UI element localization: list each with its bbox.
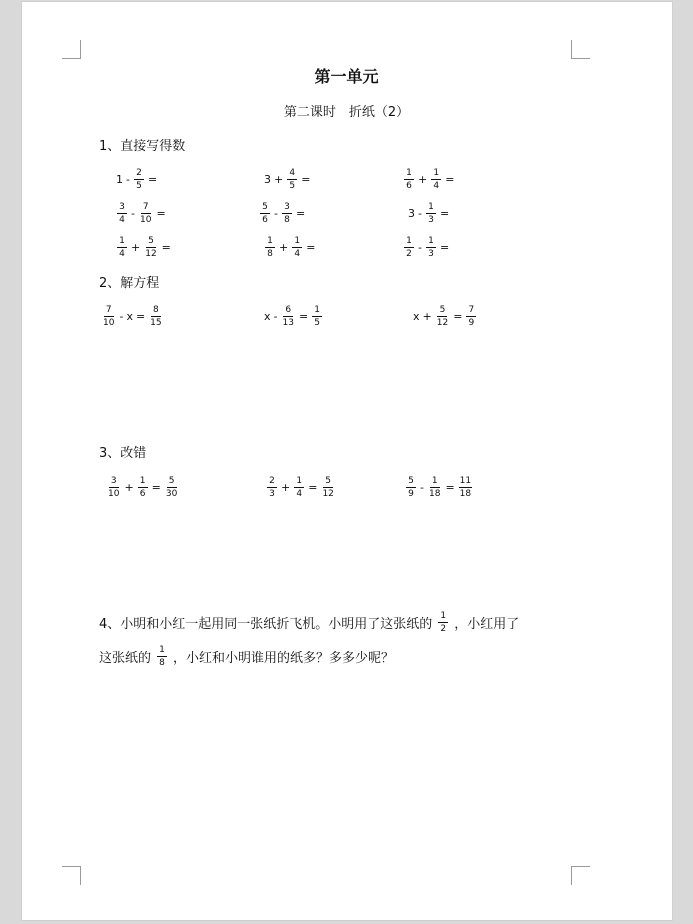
fraction-numerator: 2: [267, 476, 277, 488]
fraction-denominator: 10: [139, 214, 152, 225]
operator: =: [298, 309, 309, 323]
fraction-denominator: 30: [165, 488, 178, 499]
fraction-numerator: 5: [406, 476, 416, 488]
fraction-numerator: 3: [282, 202, 292, 214]
fraction-denominator: 5: [289, 180, 296, 191]
s1-expr-3: [403, 162, 457, 196]
fraction: [404, 236, 414, 259]
fraction-denominator: 15: [150, 317, 162, 328]
word-problem-line-2: [99, 641, 394, 671]
operator: =: [306, 240, 316, 254]
fraction: [404, 168, 414, 191]
operator: +: [124, 480, 134, 494]
fraction-denominator: 6: [262, 214, 268, 225]
fraction: [267, 476, 277, 499]
word-problem-text-2: 这张纸的: [99, 650, 152, 666]
fraction: [287, 168, 297, 191]
fraction-denominator: 3: [428, 214, 434, 225]
operator: =: [147, 172, 158, 186]
page-title: 第一单元: [314, 67, 379, 86]
operator: =: [439, 206, 450, 220]
fraction-denominator: 13: [282, 317, 294, 328]
fraction-numerator: 1: [138, 476, 148, 488]
term: 3: [408, 206, 415, 220]
s1-expr-4: [116, 196, 169, 230]
s1-expr-1: [116, 162, 160, 196]
fraction: [431, 168, 441, 191]
fraction-numerator: 1: [294, 476, 304, 488]
operator: -: [131, 206, 135, 220]
fraction-numerator: 1: [430, 476, 440, 488]
fraction-denominator: 4: [294, 248, 301, 259]
operator: +: [422, 309, 432, 323]
fraction-denominator: 12: [436, 317, 449, 328]
fraction-numerator: 7: [466, 305, 476, 317]
fraction-denominator: 9: [408, 488, 414, 499]
section2-heading: 2、解方程: [99, 276, 160, 291]
operator: +: [279, 240, 289, 254]
fraction-numerator: 1: [404, 168, 414, 180]
corner-mark-top-right: [571, 40, 590, 59]
s1-expr-7: [116, 230, 174, 264]
fraction-numerator: 5: [437, 305, 447, 317]
fraction: [144, 236, 157, 259]
operator: +: [418, 172, 428, 186]
fraction-denominator: 12: [145, 248, 157, 259]
s2-equation-2: [264, 299, 323, 333]
fraction-numerator: 5: [260, 202, 270, 214]
fraction: [321, 476, 334, 499]
word-problem-line-1: [99, 607, 519, 637]
s1-expr-6: [408, 196, 452, 230]
s1-expr-8: [264, 230, 318, 264]
fraction-denominator: 4: [296, 488, 303, 499]
fraction: [438, 611, 448, 634]
term: 1: [116, 172, 123, 186]
fraction-numerator: 4: [287, 168, 297, 180]
fraction-denominator: 6: [406, 180, 412, 191]
fraction-numerator: 3: [117, 202, 127, 214]
operator: =: [445, 172, 455, 186]
operator: =: [301, 172, 311, 186]
fraction-numerator: 1: [426, 236, 436, 248]
fraction-denominator: 10: [108, 488, 120, 499]
term: x: [126, 309, 133, 323]
fraction-numerator: 11: [459, 475, 472, 486]
fraction-numerator: 1: [438, 611, 448, 623]
fraction: [265, 236, 275, 259]
fraction-denominator: 2: [440, 623, 447, 634]
corner-mark-bottom-left: [62, 866, 81, 885]
fraction-denominator: 2: [406, 248, 412, 259]
fraction-numerator: 1: [157, 645, 167, 657]
fraction: [406, 476, 416, 499]
fraction-denominator: 3: [269, 488, 275, 499]
fraction: [134, 168, 144, 191]
fraction-numerator: 5: [323, 476, 333, 488]
page-subtitle: 第二课时 折纸（2）: [283, 105, 410, 120]
fraction: [466, 305, 476, 328]
fraction: [260, 202, 270, 225]
operator: =: [295, 206, 306, 220]
fraction-numerator: 1: [312, 305, 322, 317]
fraction: [459, 476, 472, 499]
fraction-denominator: 9: [468, 317, 475, 328]
fraction: [428, 476, 441, 499]
operator: -: [126, 172, 130, 186]
fraction-denominator: 10: [103, 317, 115, 328]
fraction: [117, 202, 127, 225]
s2-equation-3: [413, 299, 477, 333]
operator: =: [445, 480, 455, 494]
fraction-numerator: 7: [104, 305, 114, 317]
fraction: [138, 476, 148, 499]
operator: =: [156, 206, 166, 220]
operator: +: [281, 480, 291, 494]
fraction-denominator: 5: [136, 180, 142, 191]
fraction: [107, 476, 120, 499]
operator: -: [418, 240, 422, 254]
fraction-denominator: 8: [267, 248, 273, 259]
operator: =: [135, 309, 146, 323]
s1-expr-9: [403, 230, 452, 264]
fraction-denominator: 4: [433, 180, 440, 191]
fraction-denominator: 4: [119, 214, 125, 225]
fraction: [294, 476, 304, 499]
operator: -: [273, 309, 278, 323]
fraction-denominator: 12: [322, 488, 334, 499]
operator: -: [274, 206, 278, 220]
fraction-numerator: 7: [141, 202, 151, 214]
operator: -: [420, 480, 424, 494]
fraction-numerator: 1: [426, 202, 436, 214]
fraction: [117, 236, 127, 259]
fraction-numerator: 1: [265, 236, 275, 248]
operator: +: [131, 240, 141, 254]
operator: =: [308, 480, 318, 494]
term: x: [264, 309, 271, 323]
fraction-numerator: 5: [167, 476, 177, 488]
fraction: [157, 645, 167, 668]
fraction-denominator: 18: [459, 488, 472, 499]
fraction-numerator: 3: [109, 476, 119, 488]
word-problem-text-1-tail: ，小红用了: [454, 616, 520, 632]
s3-item-3: [405, 470, 473, 504]
fraction: [149, 305, 162, 328]
word-problem-text-1: 4、小明和小红一起用同一张纸折飞机。小明用了这张纸的: [99, 616, 433, 632]
operator: =: [151, 480, 161, 494]
fraction: [102, 305, 115, 328]
fraction: [139, 202, 152, 225]
operator: +: [274, 172, 284, 186]
operator: =: [453, 309, 463, 323]
operator: -: [119, 309, 124, 323]
term: 3: [264, 172, 271, 186]
fraction: [312, 305, 322, 328]
fraction-denominator: 4: [119, 248, 125, 259]
fraction: [426, 236, 436, 259]
fraction-denominator: 3: [428, 248, 434, 259]
fraction-numerator: 1: [117, 236, 127, 248]
corner-mark-top-left: [62, 40, 81, 59]
fraction: [426, 202, 436, 225]
operator: =: [439, 240, 450, 254]
fraction: [282, 305, 295, 328]
fraction-numerator: 6: [283, 305, 293, 317]
fraction-denominator: 18: [428, 488, 441, 499]
fraction: [282, 202, 292, 225]
fraction: [292, 236, 302, 259]
fraction: [165, 476, 178, 499]
operator: =: [161, 240, 171, 254]
fraction-numerator: 1: [431, 168, 441, 180]
fraction-numerator: 8: [151, 305, 161, 317]
corner-mark-bottom-right: [571, 866, 590, 885]
fraction-denominator: 5: [314, 317, 321, 328]
fraction-numerator: 2: [134, 168, 144, 180]
section1-heading: 1、直接写得数: [99, 139, 186, 154]
fraction-numerator: 5: [146, 236, 156, 248]
s1-expr-5: [259, 196, 308, 230]
section3-heading: 3、改错: [99, 446, 147, 461]
s3-item-1: [106, 470, 179, 504]
fraction-denominator: 6: [139, 488, 146, 499]
operator: -: [418, 206, 422, 220]
s2-equation-1: [101, 299, 164, 333]
term: x: [413, 309, 420, 323]
fraction-numerator: 1: [292, 236, 302, 248]
fraction-denominator: 8: [159, 657, 165, 668]
s3-item-2: [266, 470, 336, 504]
fraction-numerator: 1: [404, 236, 414, 248]
fraction-denominator: 8: [284, 214, 290, 225]
word-problem-text-2-tail: ，小红和小明谁用的纸多？多多少呢？: [173, 650, 395, 666]
fraction: [436, 305, 449, 328]
s1-expr-2: [264, 162, 313, 196]
